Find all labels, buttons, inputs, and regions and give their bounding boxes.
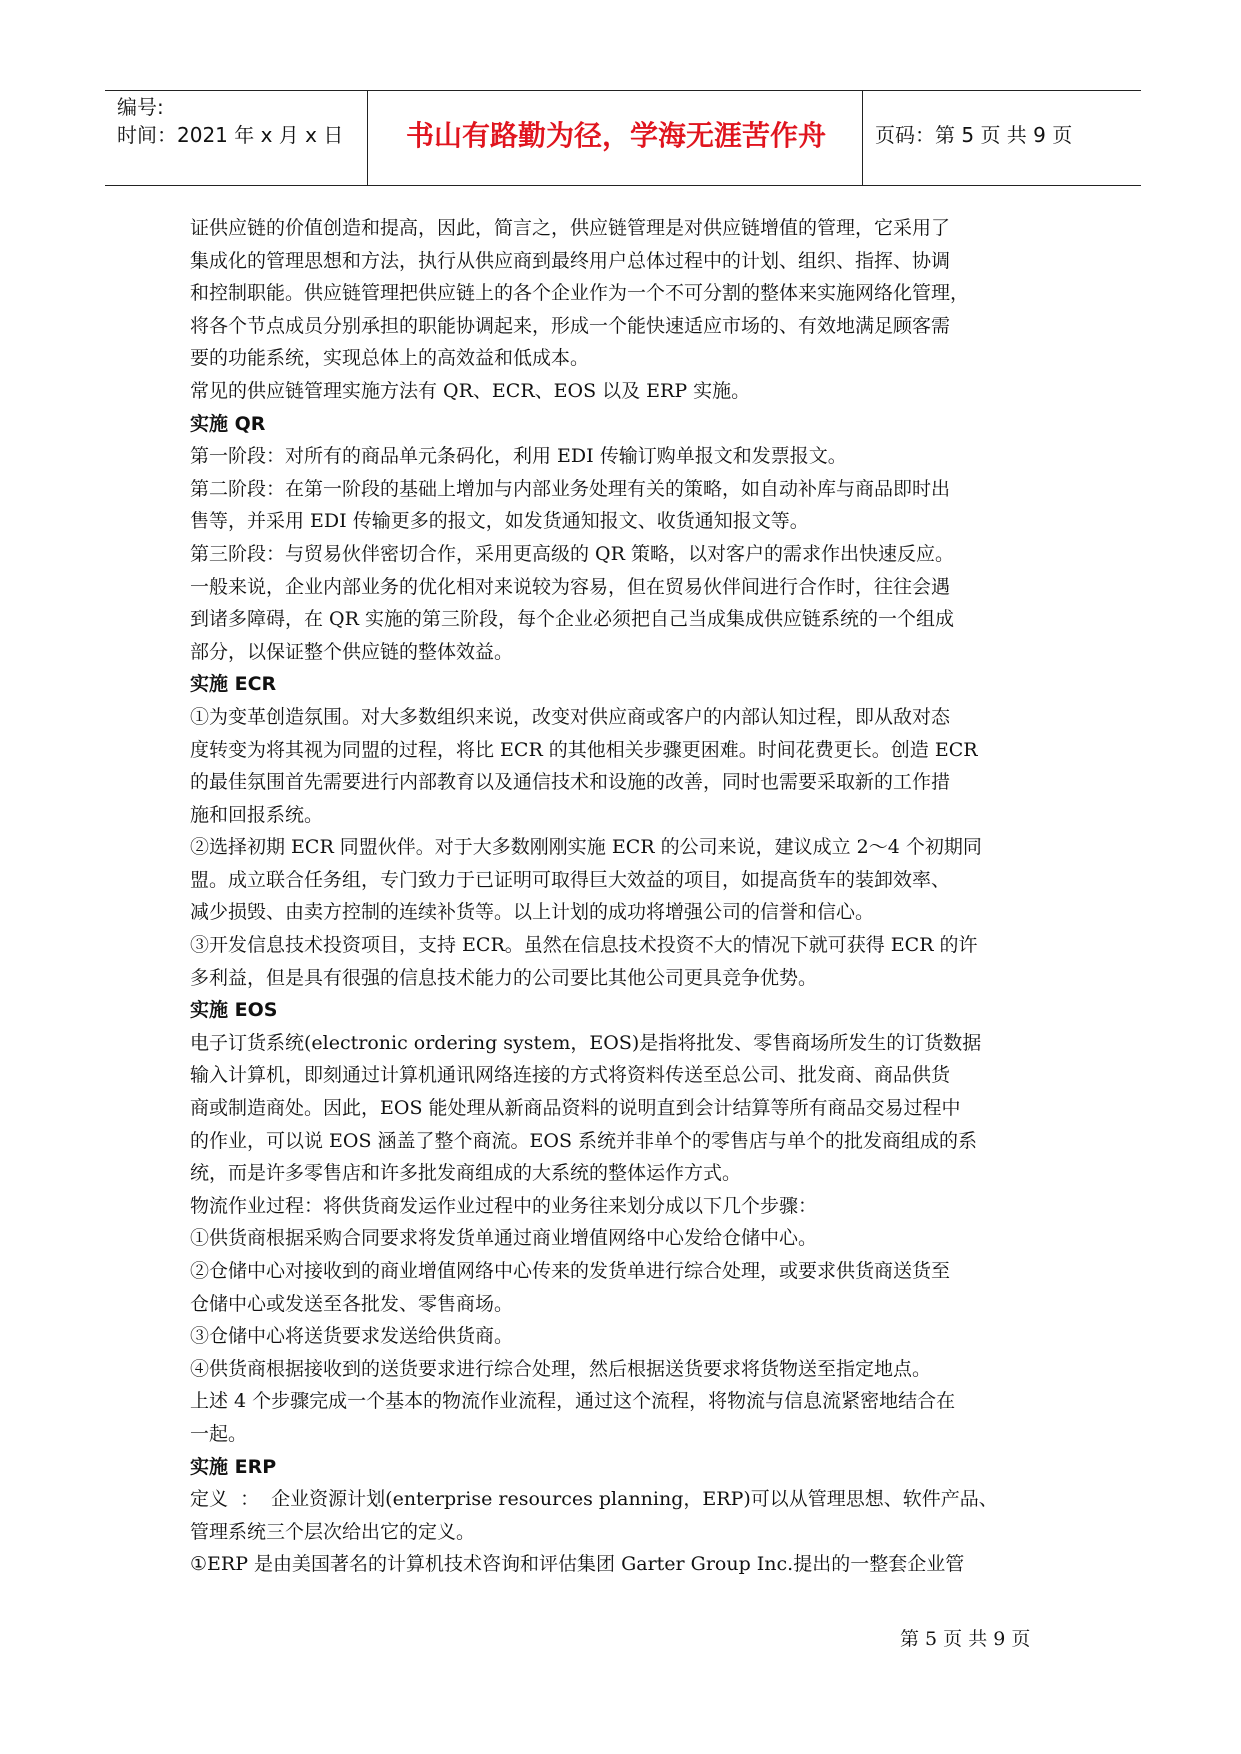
text-line: 集成化的管理思想和方法，执行从供应商到最终用户总体过程中的计划、组织、指挥、协调 [190, 249, 951, 272]
text-line: 第二阶段：在第一阶段的基础上增加与内部业务处理有关的策略，如自动补库与商品即时出 [190, 477, 951, 500]
text-line: 仓储中心或发送至各批发、零售商场。 [190, 1292, 514, 1315]
text-line: 的作业，可以说 EOS 涵盖了整个商流。EOS 系统并非单个的零售店与单个的批发商组成的系 [190, 1129, 978, 1152]
text-line: 售等，并采用 EDI 传输更多的报文，如发货通知报文、收货通知报文等。 [190, 510, 809, 533]
text-line: ④供货商根据接收到的送货要求进行综合处理，然后根据送货要求将货物送至指定地点。 [190, 1357, 932, 1380]
text-line: 第一阶段：对所有的商品单元条码化，利用 EDI 传输订购单报文和发票报文。 [190, 445, 847, 468]
date-line: 时间：2021 年 x 月 x 日 [117, 123, 344, 147]
text-line: 到诸多障碍，在 QR 实施的第三阶段，每个企业必须把自己当成集成供应链系统的一个组成 [190, 608, 954, 631]
text-line: 和控制职能。供应链管理把供应链上的各个企业作为一个不可分割的整体来实施网络化管理， [190, 282, 970, 305]
text-line: 商或制造商处。因此，EOS 能处理从新商品资料的说明直到会计结算等所有商品交易过程中 [190, 1097, 961, 1120]
text-line: 盟。成立联合任务组，专门致力于已证明可取得巨大效益的项目，如提高货车的装卸效率、 [190, 868, 951, 891]
text-line: 电子订货系统(electronic ordering system，EOS)是指将批发、零售商场所发生的订货数据 [190, 1031, 982, 1054]
text-line: 要的功能系统，实现总体上的高效益和低成本。 [190, 347, 590, 370]
text-line: 证供应链的价值创造和提高，因此，简言之，供应链管理是对供应链增值的管理，它采用了 [190, 217, 951, 239]
document-number-label: 编号: [117, 95, 164, 119]
header-divider [367, 91, 368, 185]
page-header [105, 90, 1141, 186]
section-heading-eos: 实施 EOS [190, 999, 278, 1022]
document-body [190, 212, 1070, 1581]
text-line: ②选择初期 ECR 同盟伙伴。对于大多数刚刚实施 ECR 的公司来说，建议成立 2～4 个初期同 [190, 836, 982, 859]
text-line: 一起。 [190, 1422, 248, 1445]
text-line: 输入计算机，即刻通过计算机通讯网络连接的方式将资料传送至总公司、批发商、商品供货 [190, 1064, 951, 1087]
text-line: ①为变革创造氛围。对大多数组织来说，改变对供应商或客户的内部认知过程，即从敌对态 [190, 705, 951, 728]
text-line: 将各个节点成员分别承担的职能协调起来，形成一个能快速适应市场的、有效地满足顾客需 [190, 314, 951, 337]
header-page-info: 页码：第 5 页 共 9 页 [875, 123, 1073, 147]
text-line: 物流作业过程：将供货商发运作业过程中的业务往来划分成以下几个步骤： [190, 1194, 818, 1217]
section-heading-ecr: 实施 ECR [190, 673, 277, 696]
text-line: ②仓储中心对接收到的商业增值网络中心传来的发货单进行综合处理，或要求供货商送货至 [190, 1260, 951, 1282]
text-line: 部分，以保证整个供应链的整体效益。 [190, 640, 514, 663]
text-line: ①ERP 是由美国著名的计算机技术咨询和评估集团 Garter Group Inc.提出的一整套企业管 [190, 1553, 965, 1576]
text-line: 上述 4 个步骤完成一个基本的物流作业流程，通过这个流程，将物流与信息流紧密地结合在 [190, 1390, 956, 1413]
text-line: 管理系统三个层次给出它的定义。 [190, 1520, 476, 1543]
header-meta [117, 93, 343, 149]
text-line: 常见的供应链管理实施方法有 QR、ECR、EOS 以及 ERP 实施。 [190, 379, 751, 402]
text-line: 减少损毁、由卖方控制的连续补货等。以上计划的成功将增强公司的信誉和信心。 [190, 901, 875, 924]
text-line: ①供货商根据采购合同要求将发货单通过商业增值网络中心发给仓储中心。 [190, 1227, 818, 1250]
text-line: 施和回报系统。 [190, 803, 324, 826]
header-motto: 书山有路勤为径，学海无涯苦作舟 [405, 119, 826, 152]
text-line: ③开发信息技术投资项目，支持 ECR。虽然在信息技术投资不大的情况下就可获得 ECR 的许 [190, 934, 978, 957]
page-footer: 第 5 页 共 9 页 [900, 1628, 1031, 1650]
text-line: 多利益，但是具有很强的信息技术能力的公司要比其他公司更具竞争优势。 [190, 966, 818, 989]
section-heading-erp: 实施 ERP [190, 1455, 277, 1478]
section-heading-qr: 实施 QR [190, 412, 266, 435]
text-line: 第三阶段：与贸易伙伴密切合作，采用更高级的 QR 策略，以对客户的需求作出快速反应。 [190, 542, 954, 565]
text-line: ③仓储中心将送货要求发送给供货商。 [190, 1325, 514, 1348]
text-line: 度转变为将其视为同盟的过程，将比 ECR 的其他相关步骤更困难。时间花费更长。创造 ECR [190, 738, 978, 761]
text-line: 定义 ： 企业资源计划(enterprise resources planning，ERP)可以从管理思想、软件产品、 [190, 1488, 998, 1511]
text-line: 的最佳氛围首先需要进行内部教育以及通信技术和设施的改善，同时也需要采取新的工作措 [190, 771, 951, 794]
text-line: 统，而是许多零售店和许多批发商组成的大系统的整体运作方式。 [190, 1162, 742, 1185]
text-line: 一般来说，企业内部业务的优化相对来说较为容易，但在贸易伙伴间进行合作时，往往会遇 [190, 575, 951, 598]
header-divider [862, 91, 863, 185]
